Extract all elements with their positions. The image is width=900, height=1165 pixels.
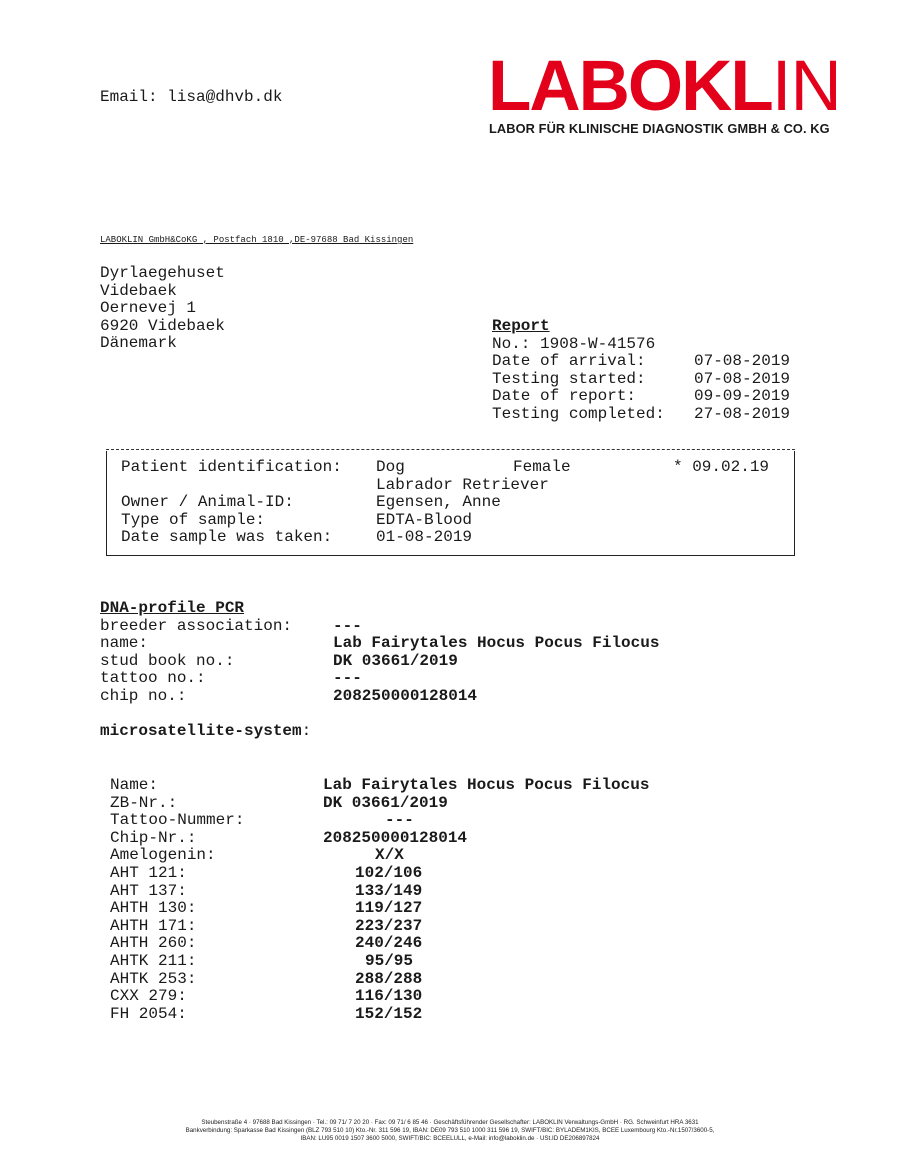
patient-sex: Female (513, 458, 571, 476)
report-row-label: Date of report: (492, 387, 637, 406)
marker-label: Name: (110, 776, 159, 794)
marker-label: AHTK 253: (110, 969, 197, 988)
dna-row-label: tattoo no.: (100, 669, 206, 688)
marker-label: AHTH 171: (110, 916, 197, 935)
footer-line: IBAN: LU95 0019 1507 3600 5000, SWIFT/BIC: BCEELULL, e-Mail: info@laboklin.de · USt.ID DE206897824 (300, 1135, 600, 1142)
report-row-value: 27-08-2019 (694, 404, 791, 423)
dna-row-value: DK 03661/2019 (333, 651, 458, 670)
dna-row-label: chip no.: (100, 686, 187, 705)
marker-value: X/X (375, 846, 404, 865)
sample-date-label: Date sample was taken: (121, 528, 333, 547)
marker-label: AHTH 260: (110, 934, 197, 953)
marker-value: 95/95 (365, 951, 414, 970)
sample-date-value: 01-08-2019 (376, 528, 473, 547)
marker-value: 152/152 (355, 1004, 423, 1023)
dna-row (100, 616, 362, 636)
dna-row-value: --- (333, 669, 362, 688)
marker-value: 102/106 (355, 863, 423, 882)
dna-row (100, 669, 362, 688)
marker-label: CXX 279: (110, 987, 187, 1006)
report-row-value: 09-09-2019 (694, 387, 791, 406)
return-address: LABOKLIN GmbH&CoKG , Postfach 1810 ,DE-97688 Bad Kissingen (100, 235, 414, 245)
report-row (492, 387, 791, 406)
report-row-label: Testing completed: (492, 404, 665, 423)
owner-value: Egensen, Anne (376, 493, 501, 512)
marker-label: Tattoo-Nummer: (110, 811, 245, 830)
owner-label: Owner / Animal-ID: (121, 493, 294, 512)
dna-row-label: stud book no.: (100, 651, 235, 670)
marker-label: AHT 137: (110, 881, 187, 900)
dna-profile (100, 599, 660, 706)
recipient-line: 6920 Videbaek (100, 316, 225, 335)
marker-value: 208250000128014 (323, 828, 468, 847)
marker-value: DK 03661/2019 (323, 793, 448, 812)
laboklin-logo (488, 47, 860, 140)
recipient-line: Oernevej 1 (100, 299, 197, 318)
marker-value: 288/288 (355, 969, 423, 988)
microsatellite-title: microsatellite-system: (100, 722, 312, 740)
recipient-line: Videbaek (100, 281, 177, 300)
marker-value: 133/149 (355, 881, 423, 900)
report-row-label: Date of arrival: (492, 352, 646, 371)
dna-row-value: --- (333, 616, 362, 635)
patient-box (106, 451, 795, 556)
patient-id-label: Patient identification: (121, 458, 342, 476)
marker-label: AHT 121: (110, 863, 187, 882)
marker-label: AHTK 211: (110, 951, 197, 970)
marker-label: Chip-Nr.: (110, 828, 197, 847)
sample-type-label: Type of sample: (121, 510, 266, 529)
dna-row (100, 651, 458, 671)
report-row (492, 369, 791, 389)
report-row (492, 404, 791, 424)
dna-row-label: breeder association: (100, 616, 293, 635)
dna-row-label: name: (100, 634, 149, 653)
patient-breed: Labrador Retriever (376, 475, 549, 494)
dna-row (100, 686, 478, 706)
report-number: No.: 1908-W-41576 (492, 334, 656, 353)
patient-species: Dog (376, 458, 405, 476)
marker-value: 116/130 (355, 987, 423, 1006)
email-address: Email: lisa@dhvb.dk (100, 88, 283, 106)
dna-row (100, 634, 660, 653)
recipient-line: Dyrlaegehuset (100, 264, 225, 282)
recipient-line: Dänemark (100, 334, 177, 353)
logo-tagline: LABOR FÜR KLINISCHE DIAGNOSTIK GMBH & CO. KG (489, 121, 830, 136)
dna-row-value: Lab Fairytales Hocus Pocus Filocus (333, 634, 660, 653)
dna-row-value: 208250000128014 (333, 686, 478, 705)
footer-line: Steubenstraße 4 · 97688 Bad Kissingen · Tel.: 09 71/ 7 20 20 · Fax: 09 71/ 6 85 46 · Geschäftsführender Gesellschafter: LABOKLIN Verwaltungs-GmbH · RG. Schweinfurt HRA 3631 (201, 1119, 699, 1126)
marker-label: AHTH 130: (110, 899, 197, 918)
report-meta (492, 317, 791, 424)
sample-type-value: EDTA-Blood (376, 510, 473, 529)
marker-label: FH 2054: (110, 1004, 187, 1023)
footer (0, 1119, 900, 1143)
report-row-label: Testing started: (492, 369, 646, 388)
footer-line: Bankverbindung: Sparkasse Bad Kissingen (BLZ 793 510 10) Kto.-Nr. 311 596 19, IBAN: DE09 793 510 1000 311 596 19, SWIFT/BIC: BYLADEM1KIS, BCEE Luxembourg Kto.-Nr.1507/3600-5, (185, 1127, 715, 1134)
logo-wordmark: LABOKLIN (488, 47, 841, 126)
report-title: Report (492, 317, 550, 335)
marker-value: --- (385, 811, 414, 830)
report-row (492, 352, 791, 371)
marker-label: Amelogenin: (110, 846, 216, 865)
recipient-address (100, 265, 225, 353)
report-row-value: 07-08-2019 (694, 369, 791, 388)
marker-label: ZB-Nr.: (110, 793, 178, 812)
marker-value: Lab Fairytales Hocus Pocus Filocus (323, 776, 650, 794)
report-row-value: 07-08-2019 (694, 352, 791, 371)
marker-value: 240/246 (355, 934, 423, 953)
marker-value: 119/127 (355, 899, 423, 918)
dna-profile-title: DNA-profile PCR (100, 599, 245, 617)
marker-value: 223/237 (355, 916, 423, 935)
patient-birth: * 09.02.19 (673, 458, 770, 476)
